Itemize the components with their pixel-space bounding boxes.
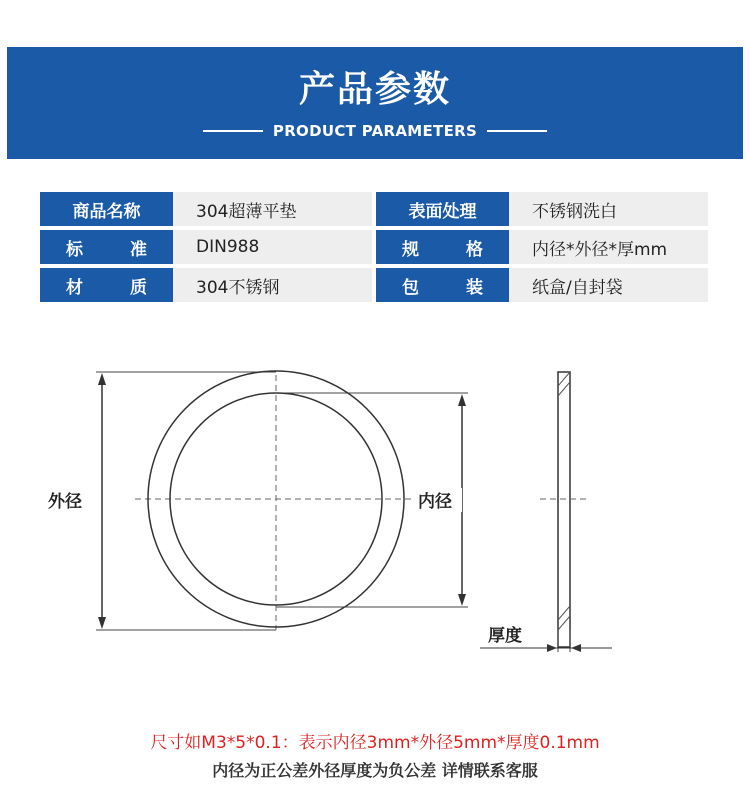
param-label-packaging-char1: 包 — [402, 277, 419, 298]
thickness-arrow-right — [571, 644, 581, 652]
param-value-spec: 内径*外径*厚mm — [509, 230, 708, 264]
params-row-3 — [40, 268, 708, 302]
inner-arrow-bottom — [458, 594, 466, 606]
param-label-packaging-char2: 装 — [466, 277, 483, 298]
divider-line-right — [487, 130, 547, 132]
inner-arrow-top — [458, 394, 466, 406]
param-label-material — [40, 268, 173, 302]
header-banner — [7, 47, 743, 159]
param-value-packaging: 纸盒/自封袋 — [509, 268, 708, 302]
page-subtitle: PRODUCT PARAMETERS — [272, 122, 478, 140]
param-label-standard-char2: 准 — [130, 239, 147, 260]
param-value-product-name: 304超薄平垫 — [173, 192, 372, 226]
inner-diameter-label: 内径 — [418, 492, 452, 512]
outer-diameter-label: 外径 — [48, 492, 82, 512]
outer-arrow-bottom — [98, 617, 106, 629]
param-label-spec — [376, 230, 509, 264]
param-label-spec-char2: 格 — [466, 239, 483, 260]
page-subtitle-row — [7, 119, 743, 143]
param-label-standard — [40, 230, 173, 264]
divider-line-left — [203, 130, 263, 132]
params-table — [40, 192, 708, 302]
param-value-material: 304不锈钢 — [173, 268, 372, 302]
tolerance-note: 内径为正公差外径厚度为负公差 详情联系客服 — [212, 761, 538, 780]
param-value-surface: 不锈钢洗白 — [509, 192, 708, 226]
washer-diagram — [0, 330, 750, 670]
page-title: 产品参数 — [298, 69, 451, 110]
washer-side-view — [558, 372, 570, 647]
param-label-product-name: 商品名称 — [40, 192, 173, 226]
param-label-spec-char1: 规 — [402, 239, 419, 260]
size-example-note: 尺寸如M3*5*0.1：表示内径3mm*外径5mm*厚度0.1mm — [150, 733, 600, 753]
param-label-material-char1: 材 — [66, 277, 83, 298]
outer-arrow-top — [98, 373, 106, 385]
thickness-arrow-left — [547, 644, 557, 652]
params-row-2 — [40, 230, 708, 264]
thickness-label: 厚度 — [488, 626, 522, 646]
params-row-1 — [40, 192, 708, 226]
param-label-packaging — [376, 268, 509, 302]
param-label-standard-char1: 标 — [66, 239, 83, 260]
param-value-standard: DIN988 — [173, 230, 372, 264]
param-label-surface: 表面处理 — [376, 192, 509, 226]
param-label-material-char2: 质 — [130, 277, 147, 298]
